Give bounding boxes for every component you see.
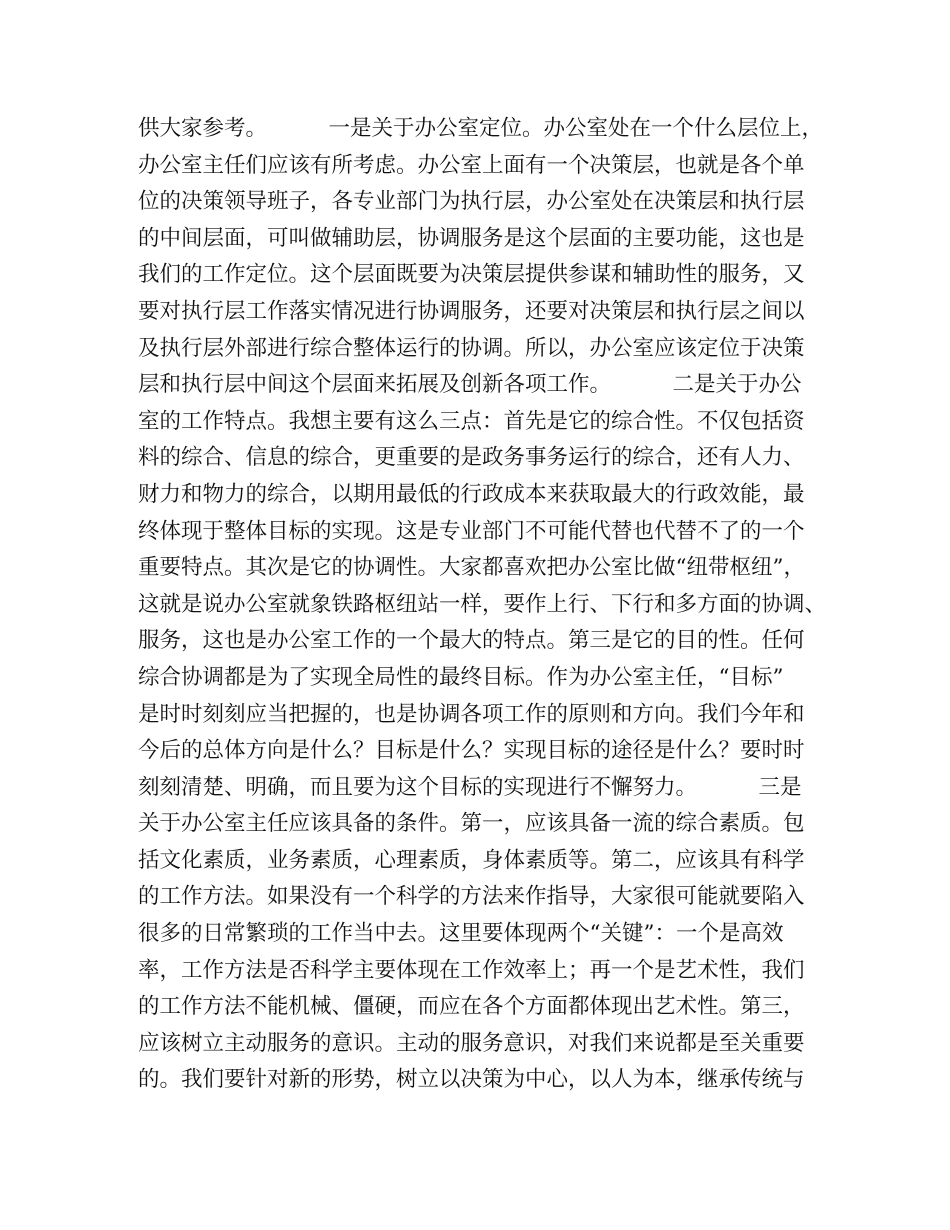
body-text [138, 111, 828, 1099]
text-line: 的。我们要针对新的形势，树立以决策为中心，以人为本，继承传统与 [138, 1067, 805, 1093]
text-line: 我们的工作定位。这个层面既要为决策层提供参谋和辅助性的服务，又 [138, 262, 805, 288]
text-line: 重要特点。其次是它的协调性。大家都喜欢把办公室比做“纽带枢纽”， [138, 555, 805, 581]
text-line: 层和执行层中间这个层面来拓展及创新各项工作。 二是关于办公 [138, 372, 802, 398]
text-line: 服务，这也是办公室工作的一个最大的特点。第三是它的目的性。任何 [138, 628, 805, 654]
text-line: 办公室主任们应该有所考虑。办公室上面有一个决策层，也就是各个单 [138, 152, 805, 178]
text-line: 应该树立主动服务的意识。主动的服务意识，对我们来说都是至关重要 [138, 1030, 805, 1056]
text-line: 刻刻清楚、明确，而且要为这个目标的实现进行不懈努力。 三是 [138, 774, 802, 800]
text-line: 今后的总体方向是什么？目标是什么？实现目标的途径是什么？要时时 [138, 738, 805, 764]
text-line: 率，工作方法是否科学主要体现在工作效率上；再一个是艺术性，我们 [138, 957, 805, 983]
text-line: 的工作方法不能机械、僵硬，而应在各个方面都体现出艺术性。第三， [138, 994, 805, 1020]
text-line: 位的决策领导班子，各专业部门为执行层，办公室处在决策层和执行层 [138, 189, 805, 215]
text-line: 括文化素质，业务素质，心理素质，身体素质等。第二，应该具有科学 [138, 847, 805, 873]
text-line: 及执行层外部进行综合整体运行的协调。所以，办公室应该定位于决策 [138, 335, 805, 361]
text-line: 要对执行层工作落实情况进行协调服务，还要对决策层和执行层之间以 [138, 298, 805, 324]
text-line: 综合协调都是为了实现全局性的最终目标。作为办公室主任，“目标” [138, 664, 784, 690]
text-line: 料的综合、信息的综合，更重要的是政务事务运行的综合，还有人力、 [138, 445, 805, 471]
text-line: 财力和物力的综合，以期用最低的行政成本来获取最大的行政效能，最 [138, 481, 805, 507]
text-line: 是时时刻刻应当把握的，也是协调各项工作的原则和方向。我们今年和 [138, 701, 805, 727]
text-line: 关于办公室主任应该具备的条件。第一，应该具备一流的综合素质。包 [138, 811, 805, 837]
text-line: 室的工作特点。我想主要有这么三点：首先是它的综合性。不仅包括资 [138, 408, 805, 434]
text-line: 的工作方法。如果没有一个科学的方法来作指导，大家很可能就要陷入 [138, 884, 805, 910]
text-line: 的中间层面，可叫做辅助层，协调服务是这个层面的主要功能，这也是 [138, 225, 805, 251]
text-line: 这就是说办公室就象铁路枢纽站一样，要作上行、下行和多方面的协调、 [138, 591, 827, 617]
text-line: 终体现于整体目标的实现。这是专业部门不可能代替也代替不了的一个 [138, 518, 805, 544]
text-line: 很多的日常繁琐的工作当中去。这里要体现两个“关键”：一个是高效 [138, 921, 784, 947]
text-line: 供大家参考。 一是关于办公室定位。办公室处在一个什么层位上， [138, 116, 824, 141]
